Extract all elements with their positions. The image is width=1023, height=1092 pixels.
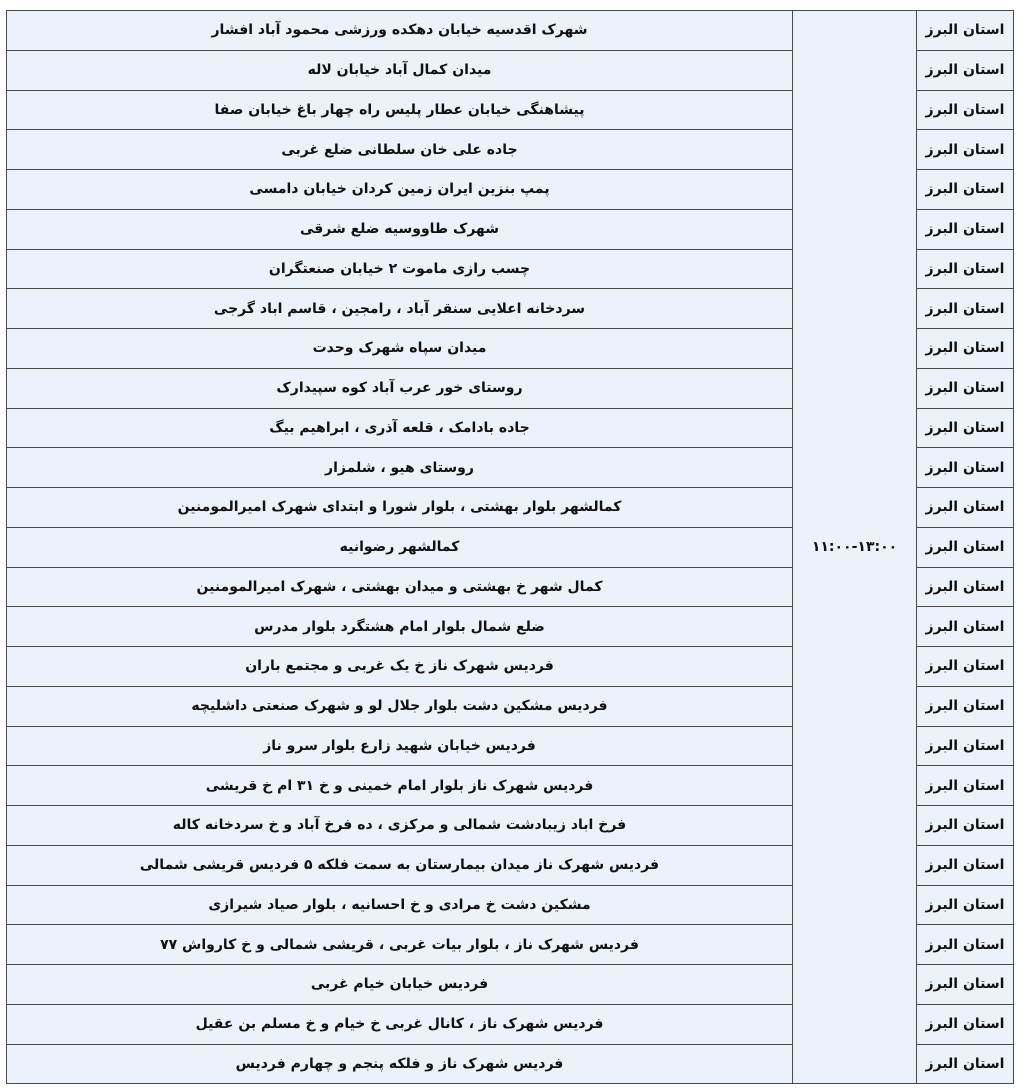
address-cell: میدان سپاه شهرک وحدت [7,329,793,369]
province-cell: استان البرز [917,686,1014,726]
address-cell: روستای خور عرب آباد کوه سپیدارک [7,368,793,408]
outage-schedule-table [6,10,1014,1084]
address-cell: ضلع شمال بلوار امام هشتگرد بلوار مدرس [7,607,793,647]
province-cell: استان البرز [917,130,1014,170]
province-cell: استان البرز [917,329,1014,369]
province-cell: استان البرز [917,50,1014,90]
province-cell: استان البرز [917,766,1014,806]
address-cell: فردیس خیابان شهید زارع بلوار سرو ناز [7,726,793,766]
address-cell: میدان کمال آباد خیابان لاله [7,50,793,90]
province-cell: استان البرز [917,209,1014,249]
province-cell: استان البرز [917,368,1014,408]
table-row [7,11,1014,51]
table-body [7,11,1014,1084]
province-cell: استان البرز [917,289,1014,329]
province-cell: استان البرز [917,11,1014,51]
province-cell: استان البرز [917,925,1014,965]
province-cell: استان البرز [917,1044,1014,1084]
address-cell: فردیس شهرک ناز بلوار امام خمینی و خ ۳۱ ام خ قریشی [7,766,793,806]
province-cell: استان البرز [917,726,1014,766]
province-cell: استان البرز [917,170,1014,210]
province-cell: استان البرز [917,567,1014,607]
address-cell: کمالشهر بلوار بهشتی ، بلوار شورا و ابتدای شهرک امیرالمومنین [7,488,793,528]
province-cell: استان البرز [917,408,1014,448]
province-cell: استان البرز [917,965,1014,1005]
address-cell: فردیس شهرک ناز میدان بیمارستان به سمت فلکه ۵ فردیس قریشی شمالی [7,845,793,885]
province-cell: استان البرز [917,806,1014,846]
address-cell: فردیس شهرک ناز ، کانال غربی خ خیام و خ مسلم بن عقیل [7,1004,793,1044]
address-cell: کمالشهر رضوانیه [7,527,793,567]
address-cell: فرخ اباد زیبادشت شمالی و مرکزی ، ده فرخ آباد و خ سردخانه کاله [7,806,793,846]
province-cell: استان البرز [917,488,1014,528]
province-cell: استان البرز [917,607,1014,647]
address-cell: کمال شهر خ بهشتی و میدان بهشتی ، شهرک امیرالمومنین [7,567,793,607]
address-cell: فردیس شهرک ناز ، بلوار بیات غربی ، قریشی شمالی و خ کارواش ۷۷ [7,925,793,965]
address-cell: سردخانه اعلایی سنقر آباد ، رامجین ، قاسم اباد گرجی [7,289,793,329]
address-cell: شهرک اقدسیه خیابان دهکده ورزشی محمود آباد افشار [7,11,793,51]
address-cell: جاده بادامک ، قلعه آذری ، ابراهیم بیگ [7,408,793,448]
province-cell: استان البرز [917,249,1014,289]
address-cell: پمپ بنزین ایران زمین کردان خیابان دامسی [7,170,793,210]
address-cell: جاده علی خان سلطانی ضلع غربی [7,130,793,170]
address-cell: مشکین دشت خ مرادی و خ احسانیه ، بلوار صیاد شیرازی [7,885,793,925]
address-cell: فردیس شهرک ناز خ یک غربی و مجتمع باران [7,647,793,687]
province-cell: استان البرز [917,885,1014,925]
address-cell: فردیس خیابان خیام غربی [7,965,793,1005]
province-cell: استان البرز [917,527,1014,567]
province-cell: استان البرز [917,845,1014,885]
province-cell: استان البرز [917,448,1014,488]
province-cell: استان البرز [917,647,1014,687]
address-cell: شهرک طاووسیه ضلع شرقی [7,209,793,249]
address-cell: پیشاهنگی خیابان عطار پلیس راه چهار باغ خیابان صفا [7,90,793,130]
province-cell: استان البرز [917,90,1014,130]
address-cell: فردیس شهرک ناز و فلکه پنجم و چهارم فردیس [7,1044,793,1084]
address-cell: روستای هیو ، شلمزار [7,448,793,488]
address-cell: فردیس مشکین دشت بلوار جلال لو و شهرک صنعتی داشلیچه [7,686,793,726]
province-cell: استان البرز [917,1004,1014,1044]
time-window-cell: ۱۱:۰۰-۱۳:۰۰ [793,11,917,1084]
address-cell: چسب رازی ماموت ۲ خیابان صنعتگران [7,249,793,289]
